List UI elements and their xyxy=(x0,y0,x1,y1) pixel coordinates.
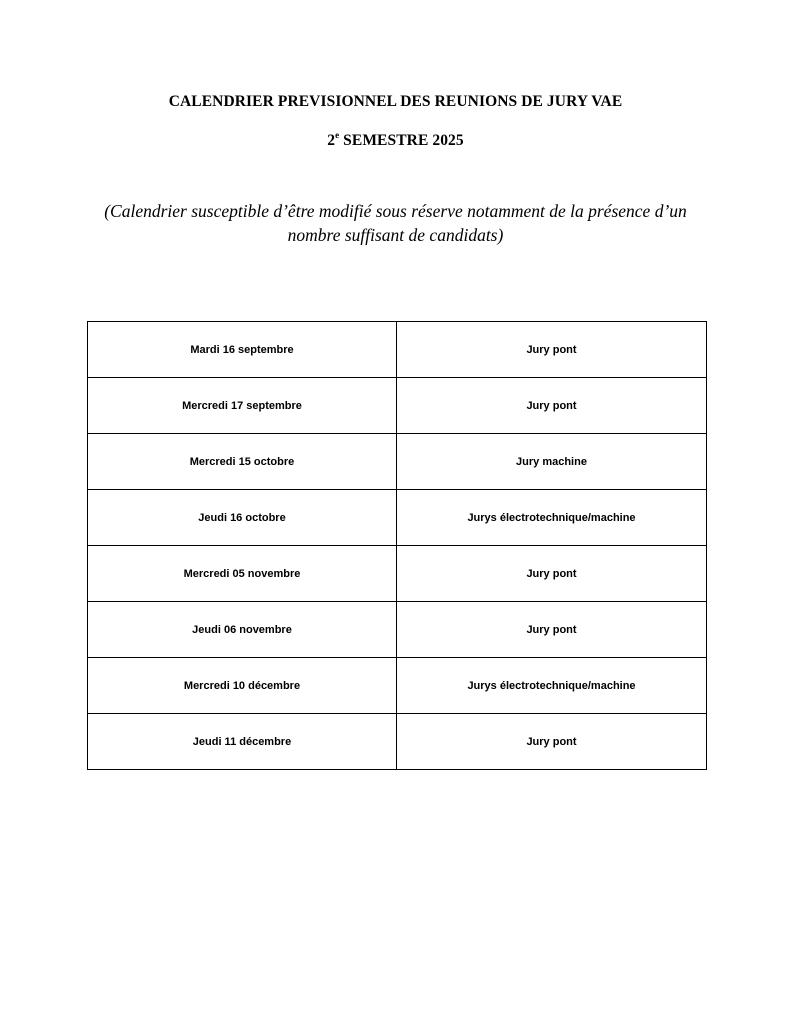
table-row xyxy=(88,658,707,714)
jury-cell: Jury machine xyxy=(397,434,707,490)
jury-cell: Jurys électrotechnique/machine xyxy=(397,658,707,714)
jury-cell: Jury pont xyxy=(397,602,707,658)
disclaimer-note: (Calendrier susceptible d’être modifié sous réserve notamment de la présence d’un nombre suffisant de candidats) xyxy=(104,201,687,245)
semester-superscript: e xyxy=(335,130,340,140)
date-cell: Mercredi 15 octobre xyxy=(88,434,397,490)
jury-cell: Jury pont xyxy=(397,714,707,770)
table-row xyxy=(88,322,707,378)
semester-label: SEMESTRE 2025 xyxy=(339,132,464,149)
table-row xyxy=(88,602,707,658)
date-cell: Mercredi 05 novembre xyxy=(88,546,397,602)
table-row xyxy=(88,378,707,434)
date-cell: Jeudi 16 octobre xyxy=(88,490,397,546)
table-row xyxy=(88,714,707,770)
date-cell: Jeudi 11 décembre xyxy=(88,714,397,770)
page-subtitle xyxy=(0,132,791,150)
date-cell: Mercredi 10 décembre xyxy=(88,658,397,714)
date-cell: Jeudi 06 novembre xyxy=(88,602,397,658)
schedule-table xyxy=(87,321,707,770)
table-row xyxy=(88,434,707,490)
jury-cell: Jury pont xyxy=(397,546,707,602)
jury-cell: Jurys électrotechnique/machine xyxy=(397,490,707,546)
table-row xyxy=(88,490,707,546)
semester-number: 2 xyxy=(327,132,336,149)
jury-cell: Jury pont xyxy=(397,322,707,378)
date-cell: Mardi 16 septembre xyxy=(88,322,397,378)
jury-cell: Jury pont xyxy=(397,378,707,434)
table-row xyxy=(88,546,707,602)
page-title: CALENDRIER PREVISIONNEL DES REUNIONS DE JURY VAE xyxy=(168,93,623,110)
date-cell: Mercredi 17 septembre xyxy=(88,378,397,434)
